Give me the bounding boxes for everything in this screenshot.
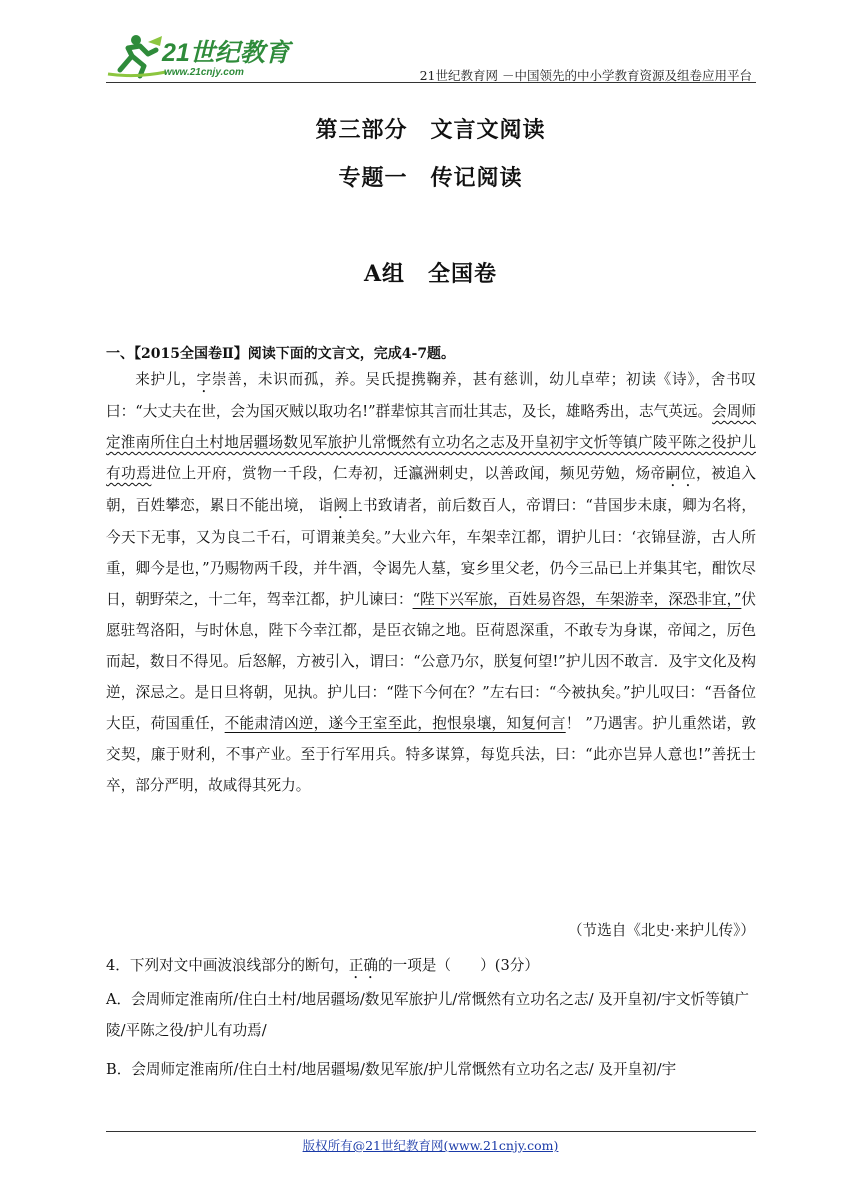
option-a: A．会周师定淮南所/住白土村/地居疆场/数见军旅护儿/常慨然有立功名之志/ 及开皇初/宇文忻等镇广陵/平陈之役/护儿有功焉/ xyxy=(106,991,750,1039)
underlined-sentence: 不能肃清凶逆，遂今王室至此，抱恨泉壤，知复何言 xyxy=(224,715,566,732)
question-text: 4．下列对文中画波浪线部分的断句， xyxy=(106,957,349,974)
passage-text: 崇善，未识而孤，养。吴氏提携鞠养，甚有慈训，幼儿卓荦；初读《诗》，舍书叹曰：“大丈夫在世，会为国灭贼以取功名!”群辈惊其言而壮其志，及长，雄略秀出，志气英远。 xyxy=(106,371,756,420)
topic-title: 专题一 传记阅读 xyxy=(338,165,523,191)
footer-copyright-link[interactable]: 版权所有@21世纪教育网(www.21cnjy.com) xyxy=(302,1138,559,1153)
question-text: 的一项是（ ）(3分） xyxy=(378,957,539,974)
question-4 xyxy=(106,950,756,982)
passage-text: 上书致请者，前后数百人，帝谓曰：“昔国步未康，卿为名将，今天下无事，又为良二千石，可谓兼美矣。”大业六年，车架幸江都，谓护儿曰：‘衣锦昼游，古人所重，卿今是也，”乃赐物两千段，并牛酒，令谒先人墓，宴乡里父老，仍今三品已上并集其宅，酣饮尽日，朝野荣之，十二年，驾幸江都，护儿谏曰： xyxy=(106,497,756,608)
dotted-word: 阙 xyxy=(333,497,349,514)
footer-divider xyxy=(106,1131,756,1132)
question-heading: 一、【2015全国卷Ⅱ】阅读下面的文言文，完成4-7题。 xyxy=(106,346,456,362)
logo xyxy=(106,30,306,80)
option-b: B．会周师定淮南所/住白土村/地居疆埸/数见军旅/护儿常慨然有立功名之志/ 及开皇初/宇 xyxy=(106,1061,677,1078)
passage-text: ，被追入朝，百姓攀恋，累日不能出境， 诣 xyxy=(106,465,756,514)
site-tagline: 21世纪教育网 －中国领先的中小学教育资源及组卷应用平台 xyxy=(419,68,752,83)
dotted-word: 正确 xyxy=(348,957,378,974)
wavy-underlined-sentence: 会周师定淮南所住白土村地居疆场数见军旅护儿常慨然有立功名之志及开皇初宇文忻等镇广陵平陈之役护儿有功焉 xyxy=(106,403,756,482)
dotted-word: 字 xyxy=(196,371,212,388)
header-divider xyxy=(106,82,756,83)
passage-paragraph xyxy=(106,364,756,801)
page-header xyxy=(106,30,756,82)
group-title: A组 全国卷 xyxy=(363,261,498,287)
passage-text: 伏愿驻驾洛阳，与时休息，陛下今幸江都，是臣衣锦之地。臣荷恩深重，不敢专为身谋，帝闻之，厉色而起，数日不得见。后怒解，方被引入，谓曰：“公意乃尔，朕复何望!”护儿因不敢言．及宇文化及构逆，深忌之。是日旦将朝，见执。护儿曰：“陛下今何在？”左右曰：“今被执矣。”护儿叹曰：“吾备位大臣，荷国重任， xyxy=(106,591,756,732)
runner-icon xyxy=(108,35,166,76)
part-title: 第三部分 文言文阅读 xyxy=(315,117,546,143)
passage-source: （节选自《北史·来护儿传》） xyxy=(567,922,755,939)
passage-text: 进位上开府，赏物一千段，仁寿初，迁瀛洲刺史，以善政闻，频见劳勉，炀帝 xyxy=(151,465,666,482)
logo-wordmark: 21世纪教育 xyxy=(162,39,290,67)
reading-passage xyxy=(106,364,756,801)
underlined-sentence: “陛下兴军旅，百姓易咨怨，车架游幸，深恐非宜，” xyxy=(412,591,742,608)
dotted-word: 嗣位 xyxy=(665,465,696,482)
logo-url: www.21cnjy.com xyxy=(164,67,244,78)
passage-text: ！ ”乃遇害。护儿重然诺，敦交契，廉于财利，不事产业。至于行军用兵。特多谋算，每览兵法，曰：“此亦岂异人意也!”善抚士卒，部分严明，故咸得其死力。 xyxy=(106,715,756,794)
passage-text: 来护儿， xyxy=(135,371,197,388)
